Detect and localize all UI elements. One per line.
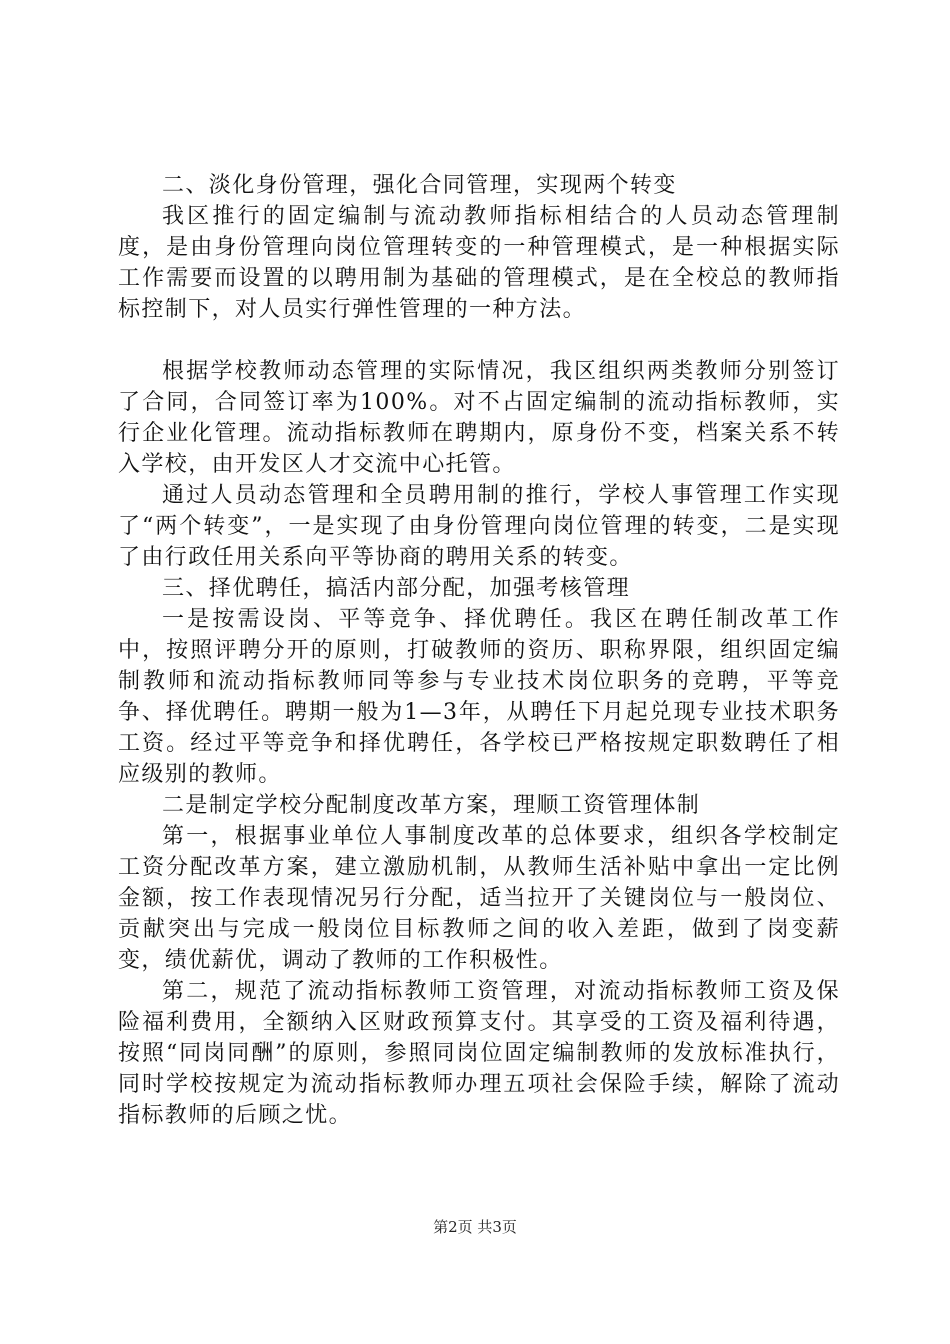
subheading-salary-reform: 二是制定学校分配制度改革方案，理顺工资管理体制 [162, 793, 701, 818]
page-number-footer: 第2页 共3页 [433, 1218, 517, 1236]
section-heading-3: 三、择优聘任，搞活内部分配，加强考核管理 [162, 576, 631, 601]
paragraph-spacer [118, 325, 840, 356]
paragraph-competitive-hiring: 一是按需设岗、平等竞争、择优聘任。我区在聘任制改革工作中，按照评聘分开的原则，打破教师的资历、职称界限，组织固定编制教师和流动指标教师同等参与专业技术岗位职务的竞聘，平等竞争、择优聘任。聘期一般为1—3年，从聘任下月起兑现专业技术职务工资。经过平等竞争和择优聘任，各学校已严格按规定职数聘任了相应级别的教师。 [118, 607, 840, 787]
document-body [118, 170, 840, 1131]
paragraph-dynamic-management: 我区推行的固定编制与流动教师指标相结合的人员动态管理制度，是由身份管理向岗位管理转变的一种管理模式，是一种根据实际工作需要而设置的以聘用制为基础的管理模式，是在全校总的教师指标控制下，对人员实行弹性管理的一种方法。 [118, 204, 840, 322]
section-heading-2: 二、淡化身份管理，强化合同管理，实现两个转变 [162, 173, 677, 198]
paragraph-contracts: 根据学校教师动态管理的实际情况，我区组织两类教师分别签订了合同，合同签订率为100%。对不占固定编制的流动指标教师，实行企业化管理。流动指标教师在聘期内，原身份不变，档案关系不转入学校，由开发区人才交流中心托管。 [118, 359, 840, 477]
paragraph-second-point: 第二，规范了流动指标教师工资管理，对流动指标教师工资及保险福利费用，全额纳入区财政预算支付。其享受的工资及福利待遇，按照“同岗同酬”的原则，参照同岗位固定编制教师的发放标准执行，同时学校按规定为流动指标教师办理五项社会保险手续，解除了流动指标教师的后顾之忧。 [118, 979, 840, 1128]
paragraph-first-point: 第一，根据事业单位人事制度改革的总体要求，组织各学校制定工资分配改革方案，建立激励机制，从教师生活补贴中拿出一定比例金额，按工作表现情况另行分配，适当拉开了关键岗位与一般岗位、贡献突出与完成一般岗位目标教师之间的收入差距，做到了岗变薪变，绩优薪优，调动了教师的工作积极性。 [118, 824, 840, 973]
paragraph-two-transformations: 通过人员动态管理和全员聘用制的推行，学校人事管理工作实现了“两个转变”，一是实现了由身份管理向岗位管理的转变，二是实现了由行政任用关系向平等协商的聘用关系的转变。 [118, 483, 840, 570]
